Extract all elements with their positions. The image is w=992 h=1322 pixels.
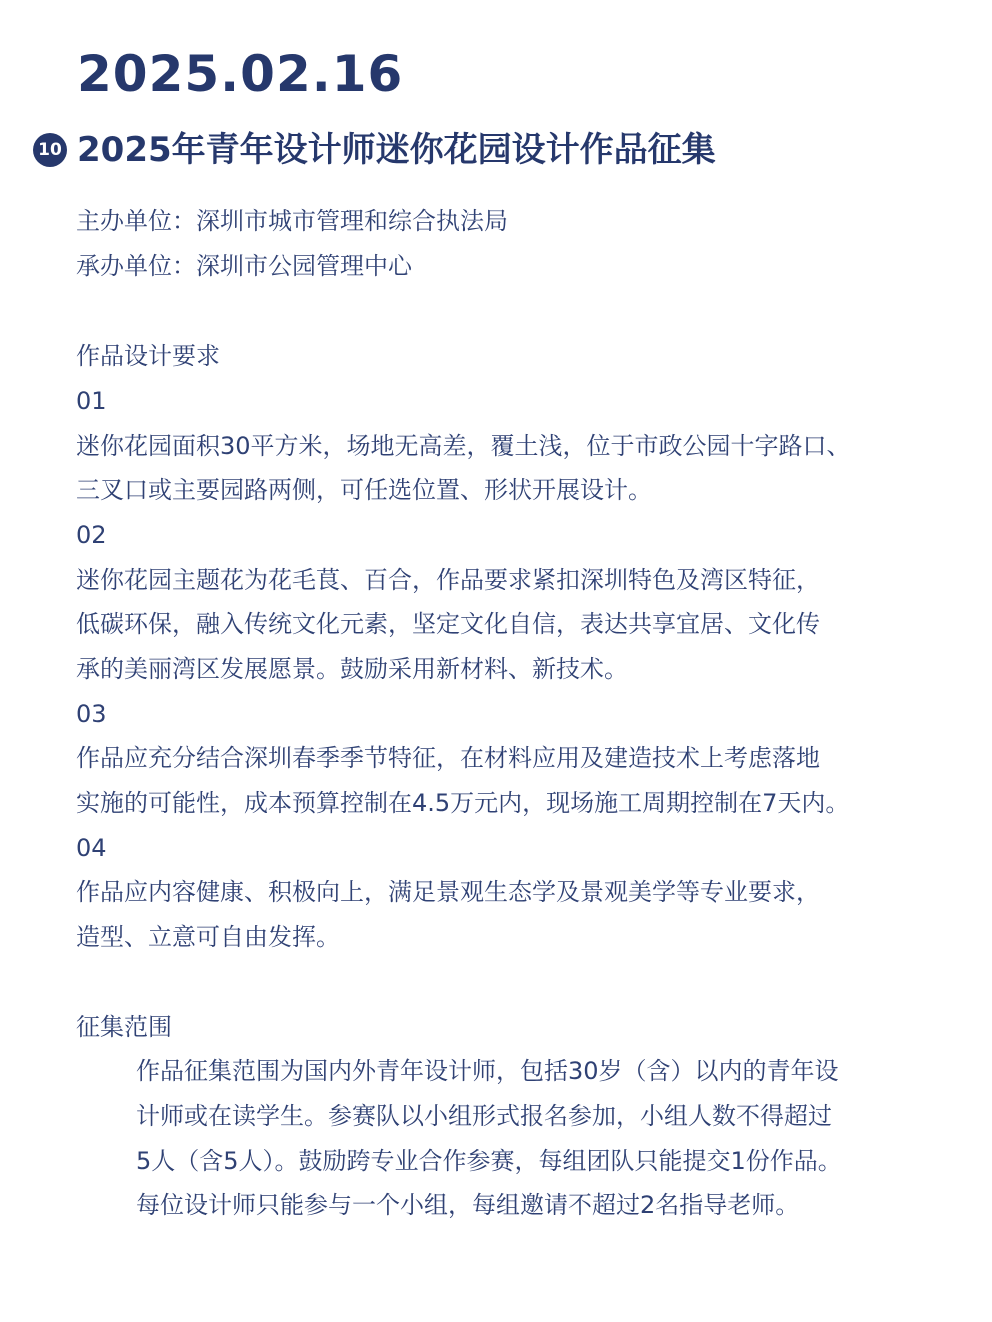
requirement-text-line: 低碳环保，融入传统文化元素，坚定文化自信，表达共享宜居、文化传	[76, 610, 820, 638]
date-heading: 2025.02.16	[77, 45, 404, 103]
requirement-text-line: 实施的可能性，成本预算控制在4.5万元内，现场施工周期控制在7天内。	[76, 789, 850, 817]
number-badge: 10	[33, 133, 67, 167]
requirement-text-line: 承的美丽湾区发展愿景。鼓励采用新材料、新技术。	[76, 655, 628, 683]
scope-text-line: 作品征集范围为国内外青年设计师，包括30岁（含）以内的青年设	[136, 1057, 839, 1085]
requirement-text-line: 造型、立意可自由发挥。	[76, 923, 340, 951]
scope-text-line: 计师或在读学生。参赛队以小组形式报名参加，小组人数不得超过	[136, 1102, 832, 1130]
scope-text-line: 5人（含5人）。鼓励跨专业合作参赛，每组团队只能提交1份作品。	[136, 1147, 842, 1175]
requirement-number: 01	[76, 387, 107, 415]
scope-heading: 征集范围	[76, 1013, 172, 1041]
requirement-number: 02	[76, 521, 107, 549]
requirements-heading: 作品设计要求	[76, 342, 220, 370]
requirement-number: 04	[76, 834, 107, 862]
title-row	[33, 126, 716, 174]
co-organizer: 承办单位：深圳市公园管理中心	[76, 252, 412, 280]
requirement-text-line: 作品应内容健康、积极向上，满足景观生态学及景观美学等专业要求，	[76, 878, 820, 906]
requirement-text-line: 作品应充分结合深圳春季季节特征，在材料应用及建造技术上考虑落地	[76, 744, 820, 772]
requirement-number: 03	[76, 700, 107, 728]
requirement-text-line: 迷你花园主题花为花毛茛、百合，作品要求紧扣深圳特色及湾区特征，	[76, 566, 820, 594]
scope-text-line: 每位设计师只能参与一个小组，每组邀请不超过2名指导老师。	[136, 1191, 800, 1219]
requirement-text-line: 迷你花园面积30平方米，场地无高差，覆土浅，位于市政公园十字路口、	[76, 432, 851, 460]
page-title: 2025年青年设计师迷你花园设计作品征集	[77, 130, 716, 170]
requirement-text-line: 三叉口或主要园路两侧，可任选位置、形状开展设计。	[76, 476, 652, 504]
host-organizer: 主办单位：深圳市城市管理和综合执法局	[76, 207, 508, 235]
